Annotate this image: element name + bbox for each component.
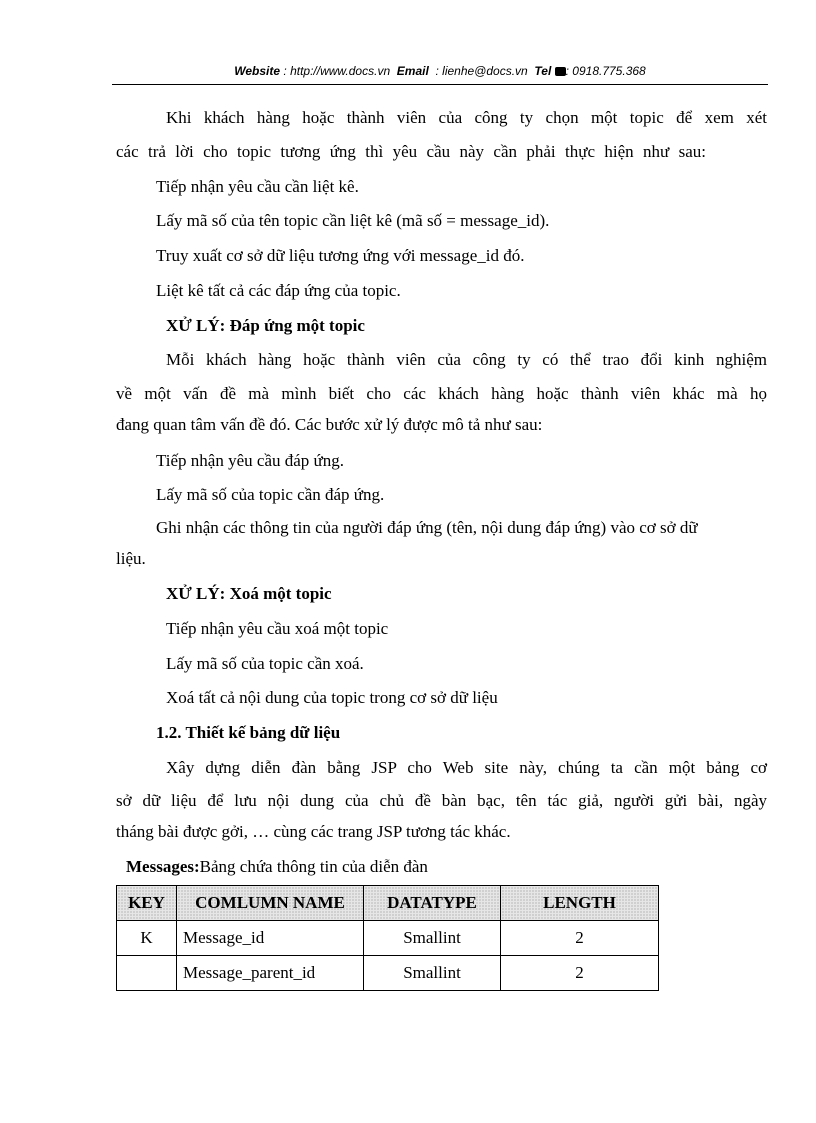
table-caption bbox=[126, 857, 428, 877]
step-line: liệu. bbox=[116, 549, 146, 568]
step-line: Tiếp nhận yêu cầu cần liệt kê. bbox=[156, 177, 359, 196]
column-header: LENGTH bbox=[501, 886, 659, 921]
section-heading: XỬ LÝ: Đáp ứng một topic bbox=[166, 316, 365, 335]
tel-label: Tel bbox=[534, 64, 552, 78]
table-row bbox=[117, 921, 659, 956]
step-line: Ghi nhận các thông tin của người đáp ứng (tên, nội dung đáp ứng) vào cơ sở dữ bbox=[156, 518, 698, 537]
step-line: Lấy mã số của topic cần xoá. bbox=[166, 654, 364, 673]
website-value: : http://www.docs.vn bbox=[283, 64, 391, 78]
column-header: COMLUMN NAME bbox=[177, 886, 364, 921]
table-cell: Smallint bbox=[364, 956, 501, 991]
email-label: Email bbox=[396, 64, 429, 78]
paragraph-line: sở dữ liệu để lưu nội dung của chủ đề bàn bạc, tên tác giả, người gửi bài, ngày bbox=[116, 791, 767, 810]
table-caption-label: Messages: bbox=[126, 857, 200, 876]
header-divider bbox=[112, 84, 768, 85]
step-line: Lấy mã số của tên topic cần liệt kê (mã số = message_id). bbox=[156, 211, 550, 230]
table-cell: K bbox=[117, 921, 177, 956]
table-cell: Message_id bbox=[177, 921, 364, 956]
table-cell: Smallint bbox=[364, 921, 501, 956]
table-cell: 2 bbox=[501, 956, 659, 991]
column-header: KEY bbox=[117, 886, 177, 921]
phone-icon bbox=[555, 67, 566, 76]
paragraph-line: các trả lời cho topic tương ứng thì yêu cầu này cần phải thực hiện như sau: bbox=[116, 142, 706, 161]
table-cell bbox=[117, 956, 177, 991]
section-heading: 1.2. Thiết kế bảng dữ liệu bbox=[156, 723, 341, 742]
website-label: Website bbox=[234, 64, 281, 78]
section-heading: XỬ LÝ: Xoá một topic bbox=[166, 584, 332, 603]
step-line: Lấy mã số của topic cần đáp ứng. bbox=[156, 485, 385, 504]
step-line: Tiếp nhận yêu cầu đáp ứng. bbox=[156, 451, 344, 470]
paragraph-line: về một vấn đề mà mình biết cho các khách hàng hoặc thành viên khác mà họ bbox=[116, 384, 767, 403]
paragraph-line: Xây dựng diễn đàn bằng JSP cho Web site này, chúng ta cần một bảng cơ bbox=[166, 758, 767, 777]
table-cell: Message_parent_id bbox=[177, 956, 364, 991]
table-caption-text: Bảng chứa thông tin của diễn đàn bbox=[199, 857, 428, 876]
table-row bbox=[117, 956, 659, 991]
tel-value: : 0918.775.368 bbox=[565, 64, 646, 78]
paragraph-line: tháng bài được gởi, … cùng các trang JSP tương tác khác. bbox=[116, 822, 511, 841]
step-line: Liệt kê tất cả các đáp ứng của topic. bbox=[156, 281, 401, 300]
page-header bbox=[112, 64, 768, 78]
messages-table bbox=[116, 885, 659, 991]
paragraph-line: Mỗi khách hàng hoặc thành viên của công ty có thể trao đổi kinh nghiệm bbox=[166, 350, 767, 369]
table-header-row bbox=[117, 886, 659, 921]
paragraph-line: đang quan tâm vấn đề đó. Các bước xử lý được mô tả như sau: bbox=[116, 415, 543, 434]
paragraph-line: Khi khách hàng hoặc thành viên của công ty chọn một topic để xem xét bbox=[166, 108, 767, 127]
email-value: : lienhe@docs.vn bbox=[435, 64, 528, 78]
table-cell: 2 bbox=[501, 921, 659, 956]
column-header: DATATYPE bbox=[364, 886, 501, 921]
step-line: Truy xuất cơ sở dữ liệu tương ứng với message_id đó. bbox=[156, 246, 525, 265]
step-line: Tiếp nhận yêu cầu xoá một topic bbox=[166, 619, 389, 638]
step-line: Xoá tất cả nội dung của topic trong cơ sở dữ liệu bbox=[166, 688, 498, 707]
